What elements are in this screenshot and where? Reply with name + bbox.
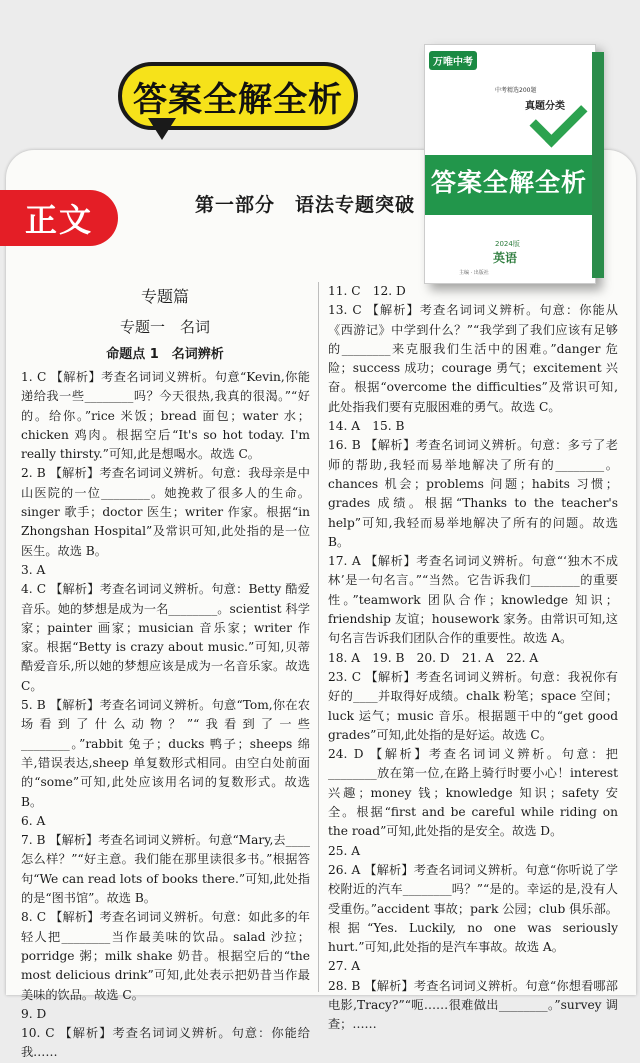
topic-heading: 专题一 名词 — [119, 318, 210, 336]
answer-item: 26. A 【解析】考查名词词义辨析。句意“你听说了学校附近的汽车________吗？”“是的。幸运的是,没有人受重伤。”accident 事故；park 公园；club 俱乐部。根据“Yes. Luckily, no one was seriously hurt.”可知,此处指的是汽车事故。故选 A。 — [328, 862, 618, 955]
answer-item: 17. A 【解析】考查名词词义辨析。句意“‘独木不成林’是一句名言。”“当然。它告诉我们________的重要性。”teamwork 团队合作；knowledge 知识；friendship 友谊；housework 家务。由常识可知,这句名言告诉我们团队合作的重要性。故选 A。 — [328, 554, 618, 646]
answer-item: 18. A 19. B 20. D 21. A 22. A — [328, 650, 539, 665]
answer-item: 1. C 【解析】考查名词词义辨析。句意“Kevin,你能递给我一些________吗？今天很热,我真的很渴。”“好的。给你。”rice 米饭；bread 面包；water 水；chicken 鸡肉。根据空后“It's so hot today. I'm really thirsty.”可知,此是想喝水。故选 C。 — [21, 370, 310, 462]
answer-item: 5. B 【解析】考查名词词义辨析。句意“Tom,你在农场看到了什么动物？”“我看到了一些________。”rabbit 兔子；ducks 鸭子；sheeps 绵羊,错误表达,sheep 单复数形式相同。由空白处前面的“some”可知,此处应该用名词的复数形式。故选 B。 — [21, 698, 310, 809]
book-title: 答案全解全析 — [431, 168, 588, 197]
answer-item: 14. A 15. B — [328, 419, 405, 434]
tag-label: 正文 — [24, 201, 93, 239]
book-series: 真题分类 — [525, 101, 565, 112]
answer-item: 4. C 【解析】考查名词词义辨析。句意：Betty 酷爱音乐。她的梦想是成为一名________。scientist 科学家；painter 画家；musician 音乐家；writer 作家。根据“Betty is crazy about music.”可知,贝蒂酷爱音乐,所以她的梦想应该是成为一名音乐家。故选 C。 — [21, 582, 310, 693]
answer-item: 8. C 【解析】考查名词词义辨析。句意：如此多的年轻人把________当作最美味的饮品。salad 沙拉；porridge 粥；milk shake 奶昔。根据空后的“the most delicious drink”可知,此处表示把奶昔当作最美味的饮品。故选 C。 — [21, 910, 310, 1002]
answer-item: 24. D 【解析】考查名词词义辨析。句意：把________放在第一位,在路上骑行时要小心！interest 兴趣；money 钱；knowledge 知识；safety 安全。根据“first and be careful while riding on the road”可知,此处指的是安全。故选 D。 — [328, 747, 618, 839]
answer-item: 13. C 【解析】考查名词词义辨析。句意：你能从《西游记》中学到什么？”“我学到了我们应该有足够的________来克服我们生活中的困难。”danger 危险；success 成功；courage 勇气；excitement 兴奋。根据“overcome the difficulties”及常识可知,此处指我们要有克服困难的勇气。故选 C。 — [328, 303, 618, 414]
answer-item: 16. B 【解析】考查名词词义辨析。句意：多亏了老师的帮助,我轻而易举地解决了所有的________。chances 机会；problems 问题；habits 习惯；grades 成绩。根据“Thanks to the teacher's help”可知,我轻而易举地解决了所有的问题。故选 B。 — [328, 438, 618, 549]
answer-item: 9. D — [21, 1006, 47, 1021]
point-heading: 命题点 1 名词辨析 — [106, 347, 224, 362]
book-cover — [424, 44, 596, 284]
answer-item: 27. A — [328, 959, 361, 974]
book-subject: 英语 — [493, 251, 518, 265]
book-edition: 2024版 — [495, 240, 520, 248]
publisher-logo: 万唯中考 — [429, 51, 477, 70]
left-column — [20, 282, 310, 1063]
answer-item: 10. C 【解析】考查名词词义辨析。句意：你能给我…… — [21, 1026, 310, 1060]
book-footer: 主编 · 出版社 — [459, 270, 489, 276]
part-heading: 专题篇 — [140, 287, 189, 306]
answer-item: 2. B 【解析】考查名词词义辨析。句意：我母亲是中山医院的一位________。她挽救了很多人的生命。singer 歌手；doctor 医生；writer 作家。根据“in Zhongshan Hospital”及常识可知,此处指的是一位医生。故选 B。 — [21, 466, 310, 558]
section-title: 第一部分 语法专题突破 — [195, 194, 416, 216]
answer-item: 7. B 【解析】考查名词词义辨析。句意“Mary,去____怎么样？”“好主意。我们能在那里读很多书。”根据答句“We can read lots of books there.”可知,此处指的是“图书馆”。故选 B。 — [21, 833, 310, 906]
answer-item: 6. A — [21, 813, 46, 828]
answer-item: 28. B 【解析】考查名词词义辨析。句意“你想看哪部电影,Tracy?”“呃……很难做出________。”survey 调查；…… — [328, 978, 618, 1032]
column-divider — [318, 282, 319, 992]
banner-pointer — [148, 118, 176, 140]
answer-item: 23. C 【解析】考查名词词义辨析。句意：我祝你有好的____并取得好成绩。chalk 粉笔；space 空间；luck 运气；music 音乐。根据题干中的“get good grades”可知,此处指的是好运。故选 C。 — [328, 669, 618, 742]
body-tag — [0, 190, 118, 246]
answer-item: 11. C 12. D — [328, 284, 406, 298]
right-column — [327, 282, 618, 1035]
banner-title: 答案全解全析 — [133, 79, 343, 120]
answer-item: 3. A — [21, 562, 46, 577]
answer-item: 25. A — [328, 843, 361, 858]
book-spine — [592, 52, 604, 278]
book-subtitle: 中考精选200题 — [495, 87, 537, 94]
